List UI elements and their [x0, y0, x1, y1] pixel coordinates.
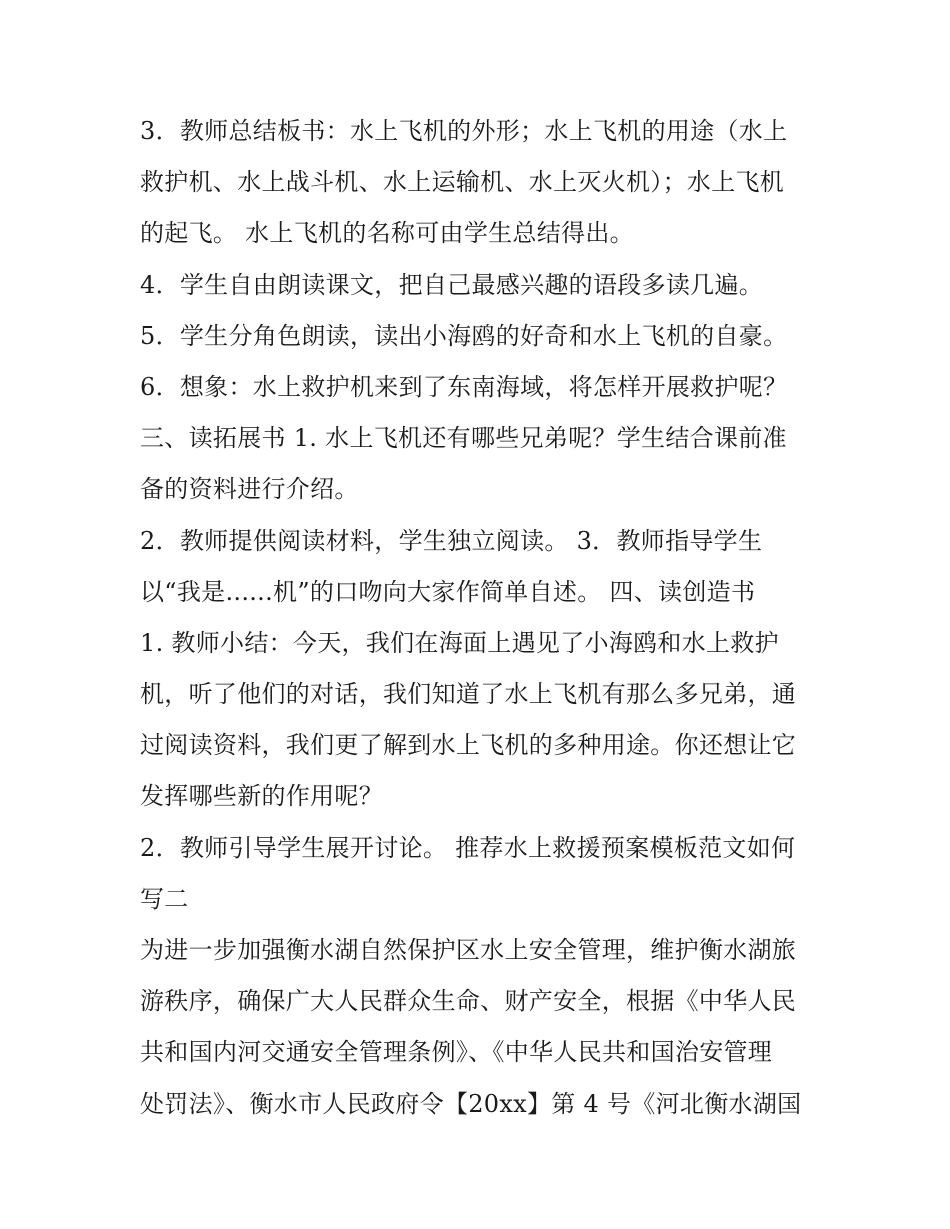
text-line: 机，听了他们的对话，我们知道了水上飞机有那么多兄弟，通 [140, 680, 797, 709]
text-line: 的起飞。 水上飞机的名称可由学生总结得出。 [140, 219, 634, 248]
text-line: 2．教师引导学生展开讨论。 推荐水上救援预案模板范文如何 [140, 833, 796, 862]
text-line: 三、读拓展书 1. 水上飞机还有哪些兄弟呢？学生结合课前准 [140, 424, 787, 453]
text-line: 以“我是......机”的口吻向大家作简单自述。 四、读创造书 [140, 577, 756, 606]
text-line: 1. 教师小结：今天，我们在海面上遇见了小海鸥和水上救护 [140, 628, 779, 657]
text-line: 5．学生分角色朗读，读出小海鸥的好奇和水上飞机的自豪。 [140, 321, 788, 350]
text-line: 处罚法》、衡水市人民政府令【20xx】第 4 号《河北衡水湖国 [140, 1089, 802, 1118]
text-line: 游秩序，确保广大人民群众生命、财产安全，根据《中华人民 [140, 987, 797, 1016]
text-line: 过阅读资料，我们更了解到水上飞机的多种用途。你还想让它 [140, 731, 797, 760]
text-line: 为进一步加强衡水湖自然保护区水上安全管理，维护衡水湖旅 [140, 936, 797, 964]
document-body [140, 106, 830, 1130]
text-line: 3．教师总结板书：水上飞机的外形；水上飞机的用途（水上 [140, 117, 788, 145]
text-line: 发挥哪些新的作用呢？ [140, 782, 383, 811]
text-line: 备的资料进行介绍。 [140, 475, 359, 504]
text-line: 共和国内河交通安全管理条例》、《中华人民共和国治安管理 [140, 1038, 773, 1067]
text-line: 6．想象：水上救护机来到了东南海域，将怎样开展救护呢？ [140, 372, 788, 401]
text-line: 救护机、水上战斗机、水上运输机、水上灭火机）；水上飞机 [140, 168, 785, 197]
text-line: 2．教师提供阅读材料，学生独立阅读。 3．教师指导学生 [140, 526, 763, 555]
text-line: 写二 [140, 884, 189, 913]
text-line: 4．学生自由朗读课文，把自己最感兴趣的语段多读几遍。 [140, 270, 764, 299]
